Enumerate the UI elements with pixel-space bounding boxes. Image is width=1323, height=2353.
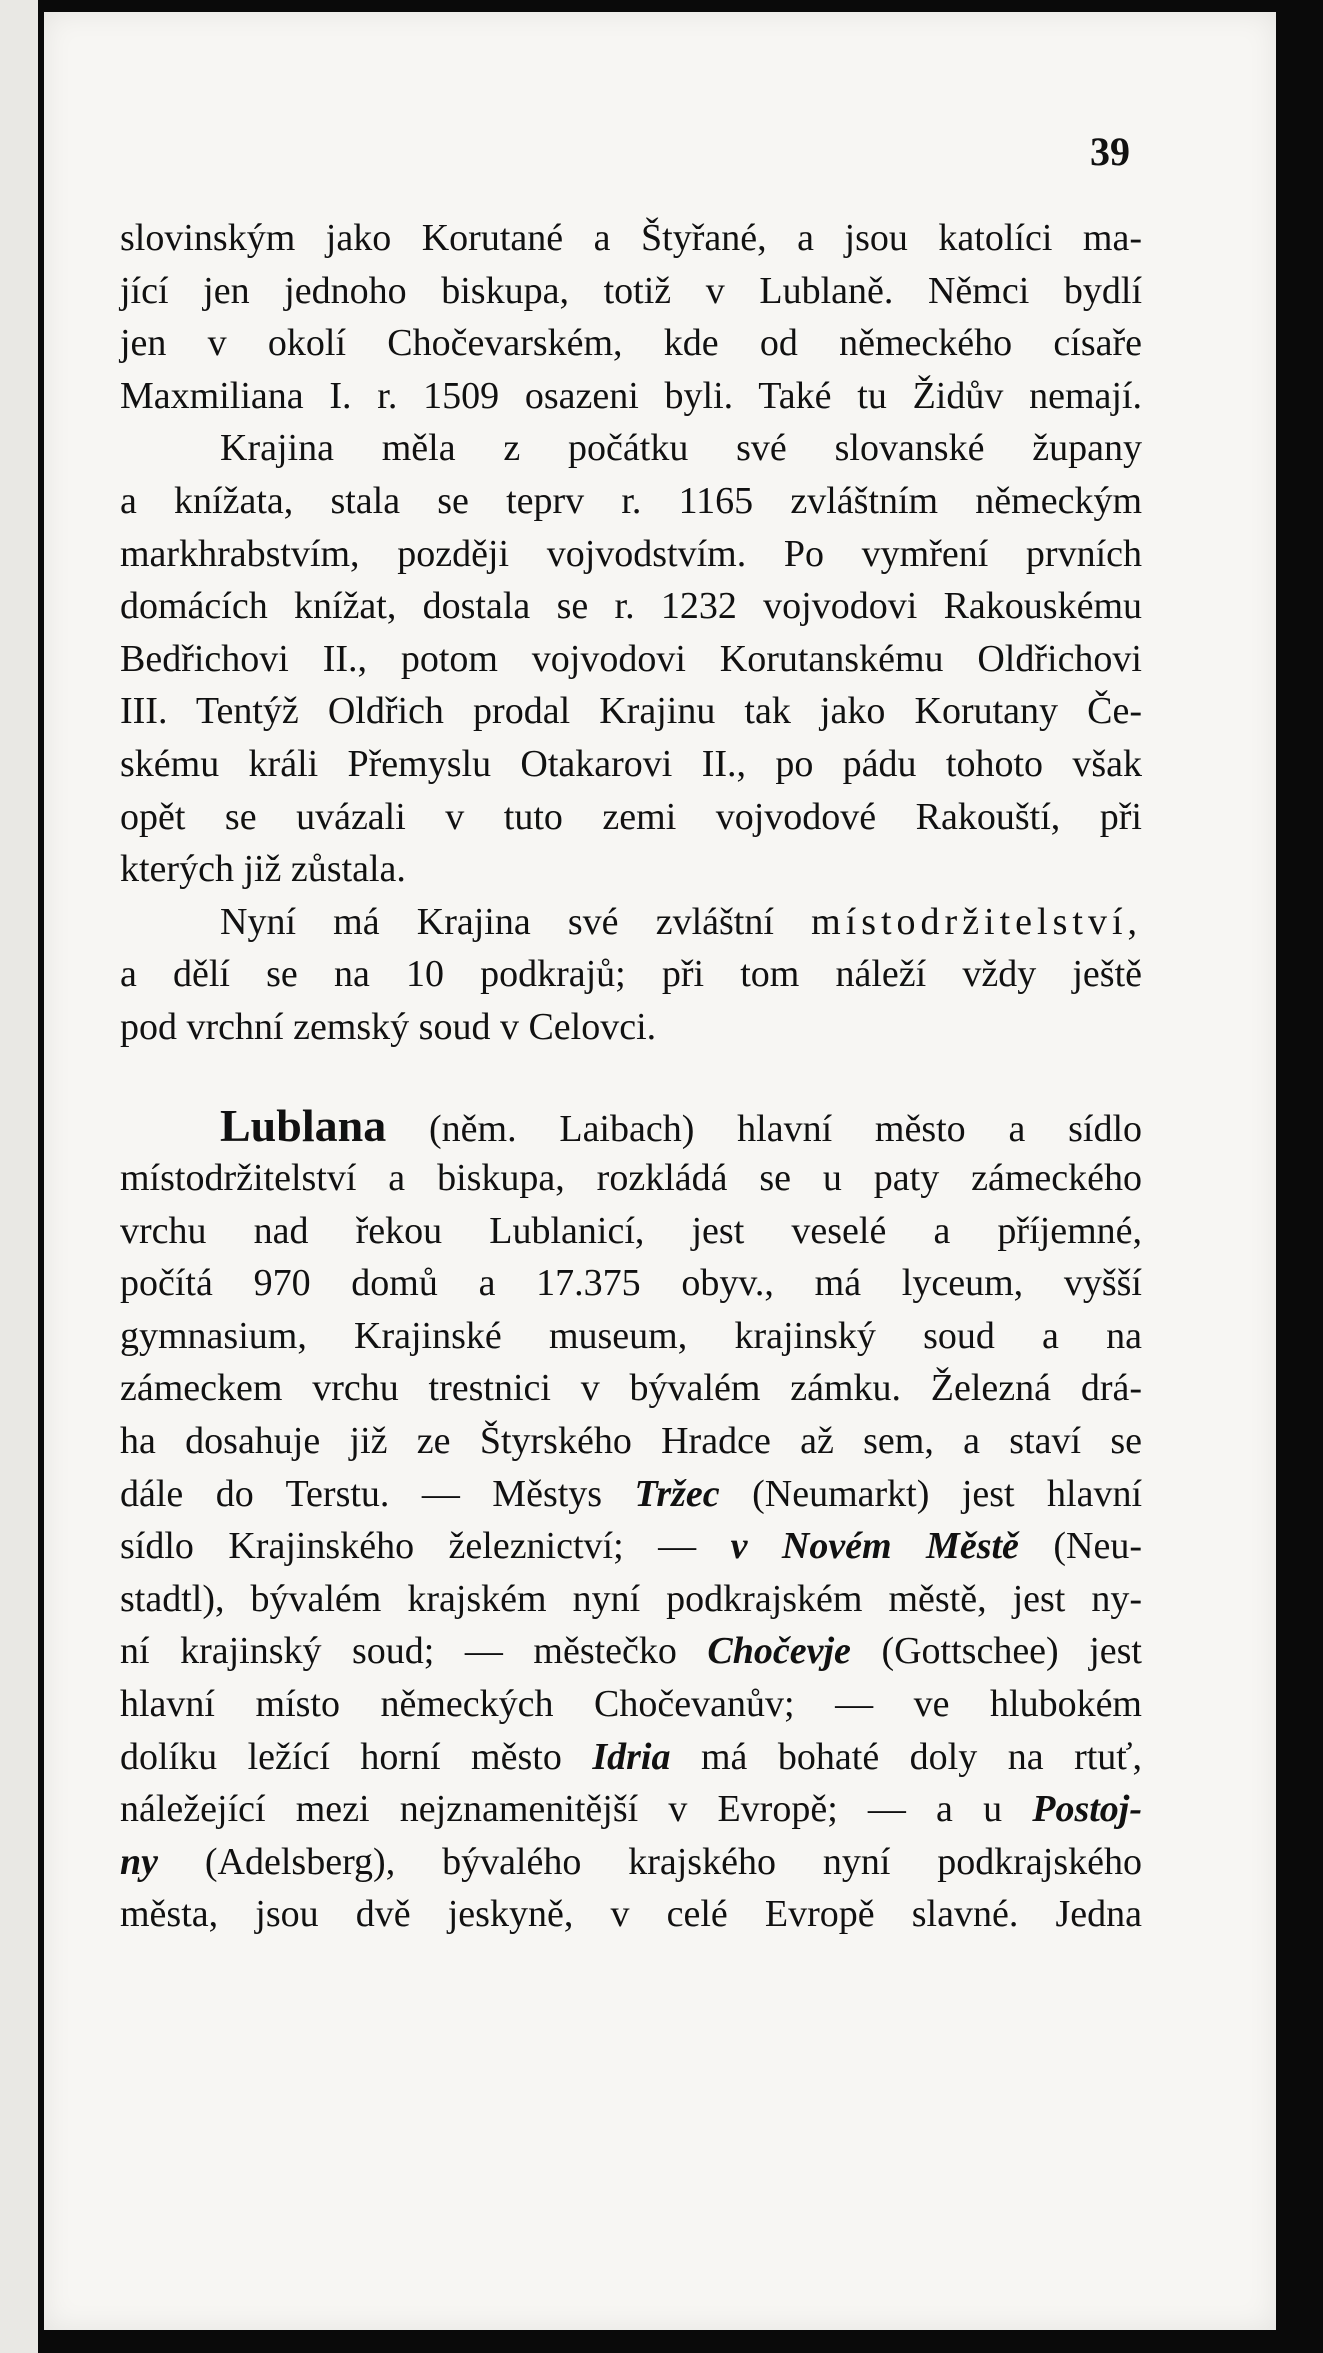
text-line: vrchu nad řekou Lublanicí, jest veselé a příjemné, (120, 1209, 1142, 1252)
previous-page-edge (0, 0, 44, 2353)
text-fragment: sídlo Krajinského železnictví; — (120, 1525, 697, 1568)
text-line (120, 1520, 1142, 1573)
text-fragment: (Neumarkt) jest hlavní (752, 1472, 1143, 1515)
text-line (120, 1625, 1142, 1678)
page-number: 39 (1090, 129, 1130, 174)
text-line (120, 1468, 1142, 1521)
text-fragment: má bohaté doly na rtuť, (700, 1735, 1143, 1778)
text-line: počítá 970 domů a 17.375 obyv., má lyceum, vyšší (120, 1262, 1142, 1305)
text-fragment: (něm. Laibach) hlavní město a sídlo (429, 1107, 1143, 1150)
text-line: místodržitelství a biskupa, rozkládá se u paty zámeckého (120, 1157, 1142, 1200)
text-line: stadtl), bývalém krajském nyní podkrajském městě, jest ny- (120, 1577, 1142, 1620)
place-name: Idria (592, 1735, 671, 1778)
text-line (120, 1783, 1142, 1836)
text-line (120, 1731, 1142, 1784)
text-line: markhrabstvím, později vojvodstvím. Po vymření prvních (120, 532, 1142, 575)
text-line: jen v okolí Chočevarském, kde od německého císaře (120, 322, 1142, 365)
text-line: domácích knížat, dostala se r. 1232 vojvodovi Rakouskému (120, 585, 1142, 628)
text-line: kterých již zůstala. (120, 848, 406, 891)
text-line: a knížata, stala se teprv r. 1165 zvláštním německým (120, 479, 1142, 522)
emphasized-term: místodržitelství, (811, 900, 1143, 943)
text-fragment: dále do Terstu. — Městys (120, 1472, 603, 1515)
text-line: skému králi Přemyslu Otakarovi II., po pádu tohoto však (120, 742, 1142, 785)
text-line: hlavní místo německých Chočevanův; — ve hlubokém (120, 1683, 1142, 1726)
text-line: a dělí se na 10 podkrajů; při tom náleží vždy ještě (120, 953, 1142, 996)
text-fragment: (Adelsberg), bývalého krajského nyní podkrajského (204, 1840, 1143, 1883)
text-fragment: dolíku ležící horní město (120, 1735, 562, 1778)
place-name: Tržec (634, 1472, 720, 1515)
text-line: slovinským jako Korutané a Štyřané, a jsou katolíci ma- (120, 217, 1142, 259)
text-fragment: (Neu- (1053, 1525, 1143, 1568)
text-line: opět se uvázali v tuto zemi vojvodové Rakouští, při (120, 795, 1142, 838)
text-line (120, 896, 1142, 949)
text-line: zámeckem vrchu trestnici v bývalém zámku. Železná drá- (120, 1367, 1142, 1410)
text-line: III. Tentýž Oldřich prodal Krajinu tak jako Korutany Če- (120, 690, 1142, 733)
text-line: města, jsou dvě jeskyně, v celé Evropě slavné. Jedna (120, 1893, 1142, 1936)
place-name: Postoj- (1032, 1788, 1143, 1831)
place-name: Chočevje (707, 1630, 851, 1673)
text-line: gymnasium, Krajinské museum, krajinský soud a na (120, 1314, 1142, 1357)
section-gap (120, 1054, 1142, 1100)
text-fragment: náležející mezi nejznamenitější v Evropě; — a u (120, 1788, 1003, 1831)
text-fragment: Nyní má Krajina své zvláštní (220, 900, 774, 943)
place-name: ny (120, 1840, 158, 1883)
text-line: Bedřichovi II., potom vojvodovi Korutanskému Oldřichovi (120, 637, 1142, 680)
text-line (120, 1100, 1142, 1153)
text-line (120, 1836, 1142, 1889)
section-heading: Lublana (220, 1099, 387, 1151)
text-line: Maxmiliana I. r. 1509 osazeni byli. Také tu Židův nemají. (120, 374, 1142, 417)
text-line: ha dosahuje již ze Štyrského Hradce až sem, a staví se (120, 1420, 1142, 1463)
page-body (120, 212, 1142, 1941)
text-line: jící jen jednoho biskupa, totiž v Lublaně. Němci bydlí (120, 269, 1142, 312)
text-fragment: ní krajinský soud; — městečko (120, 1630, 677, 1673)
text-line: pod vrchní zemský soud v Celovci. (120, 1005, 657, 1048)
place-name: v Novém Městě (730, 1525, 1019, 1568)
text-fragment: (Gottschee) jest (881, 1630, 1142, 1673)
text-line: Krajina měla z počátku své slovanské župany (220, 427, 1142, 470)
